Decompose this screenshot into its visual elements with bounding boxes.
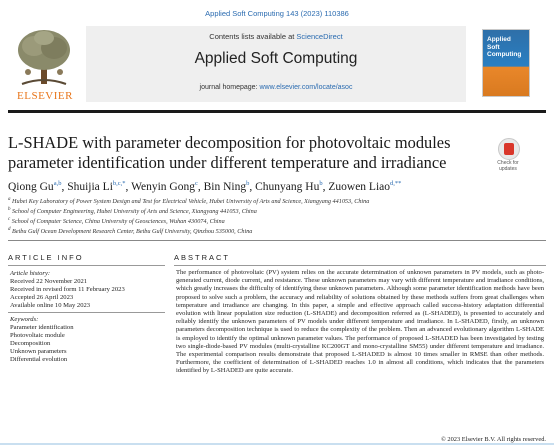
publisher-wordmark: ELSEVIER	[17, 90, 73, 102]
homepage-link[interactable]: www.elsevier.com/locate/asoc	[259, 84, 353, 91]
abstract-divider	[174, 265, 546, 266]
journal-masthead	[8, 26, 546, 104]
cover-title-line-1: Applied	[487, 36, 511, 43]
journal-title[interactable]: Applied Soft Computing	[194, 50, 358, 67]
affiliation-item: $^b$ School of Computer Engineering, Hubei University of Arts and Science, Xiangyang 441053, China	[8, 207, 257, 216]
article-title	[8, 133, 458, 173]
author-affiliation-marker[interactable]: a,b	[53, 180, 62, 187]
affiliation-item: $^a$ Hubei Key Laboratory of Power System Design and Test for Electrical Vehicle, Hubei University of Arts and Science, Xiangyang 441053, China	[8, 197, 370, 206]
author-affiliation-marker[interactable]: b	[246, 180, 250, 187]
affiliation-item: $^c$ School of Computer Science, China University of Geosciences, Wuhan 430074, China	[8, 217, 225, 226]
abstract-text: The performance of photovoltaic (PV) system relies on the accurate determination of unknown parameters in PV models, such as photo-generated current, diode current, and resistance. These unknown parameters may vary with different temperature and irradiance conditions, which greatly increases the difficulty of identifying these unknown parameters. Although some parameter identification methods have been proposed to solve such a problem, the accuracy and reliability of solutions obtained by these methods suffers from great challenges when temperature and irradiance are changing. In this paper, a simple and effective approach called success-history adaptation differential evolution with linear population size reduction (L-SHADE) and decomposition referred as (L-SHADED), is presented to accurately and reliably identify the unknown parameters of PV models under different temperature and irradiance. In L-SHADED, firstly, an unknown parameters decomposition technique is used to reduce the complexity of the problem. Then an advanced evolutionary algorithm L-SHADE is employed to identify the optimal unknown parameter values. The performance of proposed L-SHADED has been investigated by testing two single-diode-based PV modules (multi-crystalline KC200GT and mono-crystalline SM55) under different temperature and irradiance. The experimental comparison results demonstrate that proposed L-SHADED is almost 10 times smaller in RMSE than other methods. Furthermore, the coefficient of determination of L-SHADED reaches 1.0 in almost all conditions, which indicates that the parameters identified by L-SHADED are quite accurate.	[176, 269, 544, 375]
title-line-1: L-SHADE with parameter decomposition for photovoltaic modules	[8, 133, 451, 152]
homepage-prefix: journal homepage:	[199, 84, 260, 91]
bookmark-icon	[504, 143, 514, 155]
article-history	[10, 270, 166, 310]
homepage-line	[86, 84, 466, 91]
author-list: Qiong Gu$^{a,b}$, Shuijia $Li^{b,c,*}$, Wenyin Gong$^c$, Bin Ning$^b$, Chunyang Hu$^b$, Zuowen Liao$^{d,**}$	[8, 180, 402, 193]
title-line-2: parameter identification under different temperature and irradiance	[8, 153, 447, 172]
affiliation-list	[8, 196, 548, 236]
history-item: Received 22 November 2021	[10, 278, 88, 286]
author-name[interactable]: Shuijia Li	[67, 180, 113, 193]
elsevier-tree-icon	[14, 28, 74, 88]
article-info-divider	[8, 265, 165, 266]
author-affiliation-marker[interactable]: c	[195, 180, 198, 187]
journal-cover-thumbnail[interactable]	[483, 30, 529, 96]
check-for-updates-badge[interactable]	[492, 138, 524, 178]
history-item: Available online 10 May 2023	[10, 302, 91, 310]
cover-title-line-3: Computing	[487, 51, 522, 58]
badge-label	[492, 160, 524, 172]
author-affiliation-marker[interactable]: d,**	[390, 180, 402, 187]
author-name[interactable]: Qiong Gu	[8, 180, 54, 193]
keywords-label: Keywords:	[10, 316, 39, 323]
keywords-divider	[8, 312, 165, 313]
author-affiliation-marker[interactable]: b	[319, 180, 323, 187]
affiliation-item: $^d$ Beibu Gulf Ocean Development Research Center, Beibu Gulf University, Qinzhou 535000, China	[8, 227, 253, 236]
badge-line-1: Check for	[497, 160, 519, 166]
author-name[interactable]: Chunyang Hu	[255, 180, 320, 193]
elsevier-logo[interactable]	[8, 26, 80, 102]
journal-reference[interactable]: Applied Soft Computing 143 (2023) 110386	[205, 9, 349, 18]
history-label: Article history:	[10, 270, 51, 277]
header-divider	[8, 240, 546, 241]
keyword-item: Unknown parameters	[10, 348, 67, 356]
keyword-item: Photovoltaic module	[10, 332, 65, 340]
cover-title-line-2: Soft	[487, 43, 500, 51]
badge-line-2: updates	[499, 166, 517, 172]
sciencedirect-link[interactable]: ScienceDirect	[296, 32, 343, 41]
author-name[interactable]: Zuowen Liao	[328, 180, 390, 193]
update-circle-icon	[498, 138, 520, 160]
history-item: Received in revised form 11 February 2023	[10, 286, 125, 294]
keyword-item: Parameter identification	[10, 324, 74, 332]
article-info-heading: ARTICLE INFO	[8, 253, 84, 262]
author-name[interactable]: Bin Ning	[203, 180, 247, 193]
cover-title	[487, 36, 527, 59]
copyright-notice: © 2023 Elsevier B.V. All rights reserved.	[440, 436, 546, 443]
contents-line	[86, 32, 466, 41]
masthead-center-band	[86, 26, 466, 102]
keywords-list	[10, 316, 166, 365]
author-name[interactable]: Wenyin Gong	[131, 180, 195, 193]
history-item: Accepted 26 April 2023	[10, 294, 74, 302]
keyword-item: Decomposition	[10, 340, 51, 348]
author-affiliation-marker[interactable]: b,c,*	[112, 180, 126, 187]
keyword-item: Differential evolution	[10, 356, 68, 364]
abstract-heading: ABSTRACT	[174, 253, 231, 262]
contents-prefix: Contents lists available at	[209, 32, 297, 41]
masthead-divider	[8, 110, 546, 113]
